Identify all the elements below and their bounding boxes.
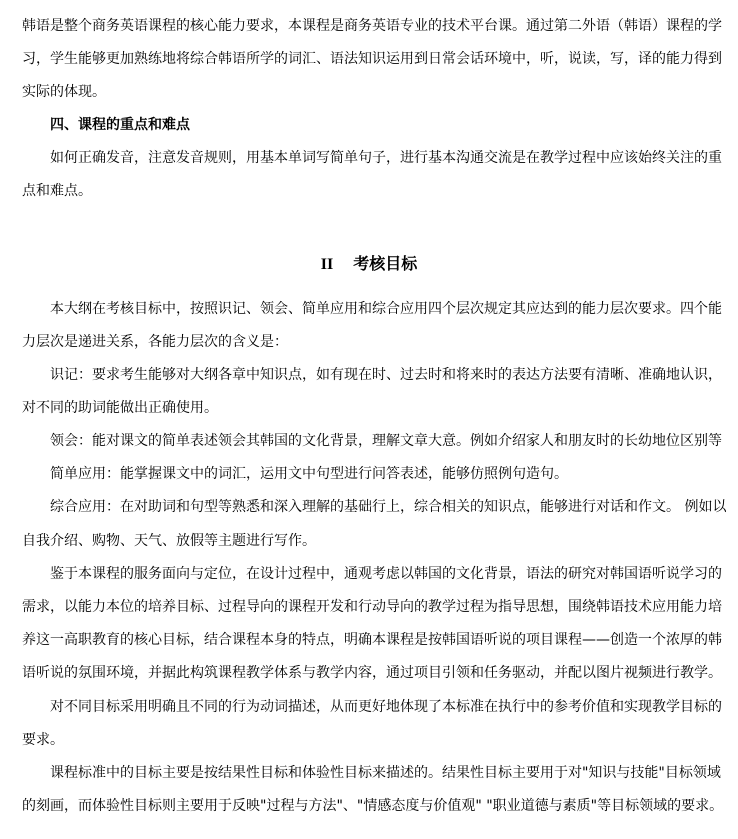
paragraph-line: 如何正确发音，注意发音规则，用基本单词写简单句子，进行基本沟通交流是在教学过程中应该始终关注的重 (50, 150, 722, 166)
paragraph-line: 养这一高职教育的核心目标，结合课程本身的特点，明确本课程是按韩国语听说的项目课程——创造一个浓厚的韩 (22, 632, 722, 648)
paragraph-line: 要求。 (22, 732, 64, 748)
paragraph-line: 实际的体现。 (22, 84, 106, 100)
paragraph-line: 对不同的助词能做出正确使用。 (22, 400, 218, 416)
paragraph-line: 力层次是递进关系，各能力层次的含义是： (22, 334, 288, 350)
paragraph-line: 韩语是整个商务英语课程的核心能力要求，本课程是商务英语专业的技术平台课。通过第二外语（韩语）课程的学 (22, 18, 722, 34)
paragraph-line: 对不同目标采用明确且不同的行为动词描述，从而更好地体现了本标准在执行中的参考价值和实现教学目标的 (50, 699, 722, 715)
paragraph-line: 综合应用：在对助词和句型等熟悉和深入理解的基础行上，综合相关的知识点，能够进行对话和作文。 例如以 (50, 499, 727, 515)
paragraph-line: 语听说的氛围环境，并据此构筑课程教学体系与教学内容，通过项目引领和任务驱动，并配以图片视频进行教学。 (22, 665, 722, 681)
paragraph-line: 自我介绍、购物、天气、放假等主题进行写作。 (22, 533, 316, 549)
paragraph-line: 识记：要求考生能够对大纲各章中知识点，如有现在时、过去时和将来时的表达方法要有清晰、准确地认识， (50, 367, 722, 383)
paragraph-line: 点和难点。 (22, 183, 92, 199)
section-heading: 四、课程的重点和难点 (50, 117, 190, 133)
paragraph-line: 需求，以能力本位的培养目标、过程导向的课程开发和行动导向的教学过程为指导思想，围绕韩语技术应用能力培 (22, 599, 722, 615)
chapter-title-text: 考核目标 (353, 254, 418, 273)
chapter-title (0, 252, 738, 277)
paragraph-line: 领会：能对课文的简单表述领会其韩国的文化背景，理解文章大意。例如介绍家人和朋友时的长幼地位区别等 (50, 433, 722, 449)
paragraph-line: 鉴于本课程的服务面向与定位，在设计过程中，通观考虑以韩国的文化背景，语法的研究对韩国语听说学习的 (50, 566, 722, 582)
paragraph-line: 本大纲在考核目标中，按照识记、领会、简单应用和综合应用四个层次规定其应达到的能力层次要求。四个能 (50, 301, 722, 317)
paragraph-line: 的刻画，而体验性目标则主要用于反映"过程与方法"、"情感态度与价值观" "职业道德与素质"等目标领域的要求。 (22, 798, 724, 814)
paragraph-line: 课程标准中的目标主要是按结果性目标和体验性目标来描述的。结果性目标主要用于对"知识与技能"目标领域 (50, 765, 721, 781)
paragraph-line: 简单应用：能掌握课文中的词汇，运用文中句型进行问答表述，能够仿照例句造句。 (50, 466, 568, 482)
chapter-number: II (320, 256, 334, 273)
paragraph-line: 习，学生能够更加熟练地将综合韩语所学的词汇、语法知识运用到日常会话环境中，听，说读，写，译的能力得到 (22, 51, 722, 67)
